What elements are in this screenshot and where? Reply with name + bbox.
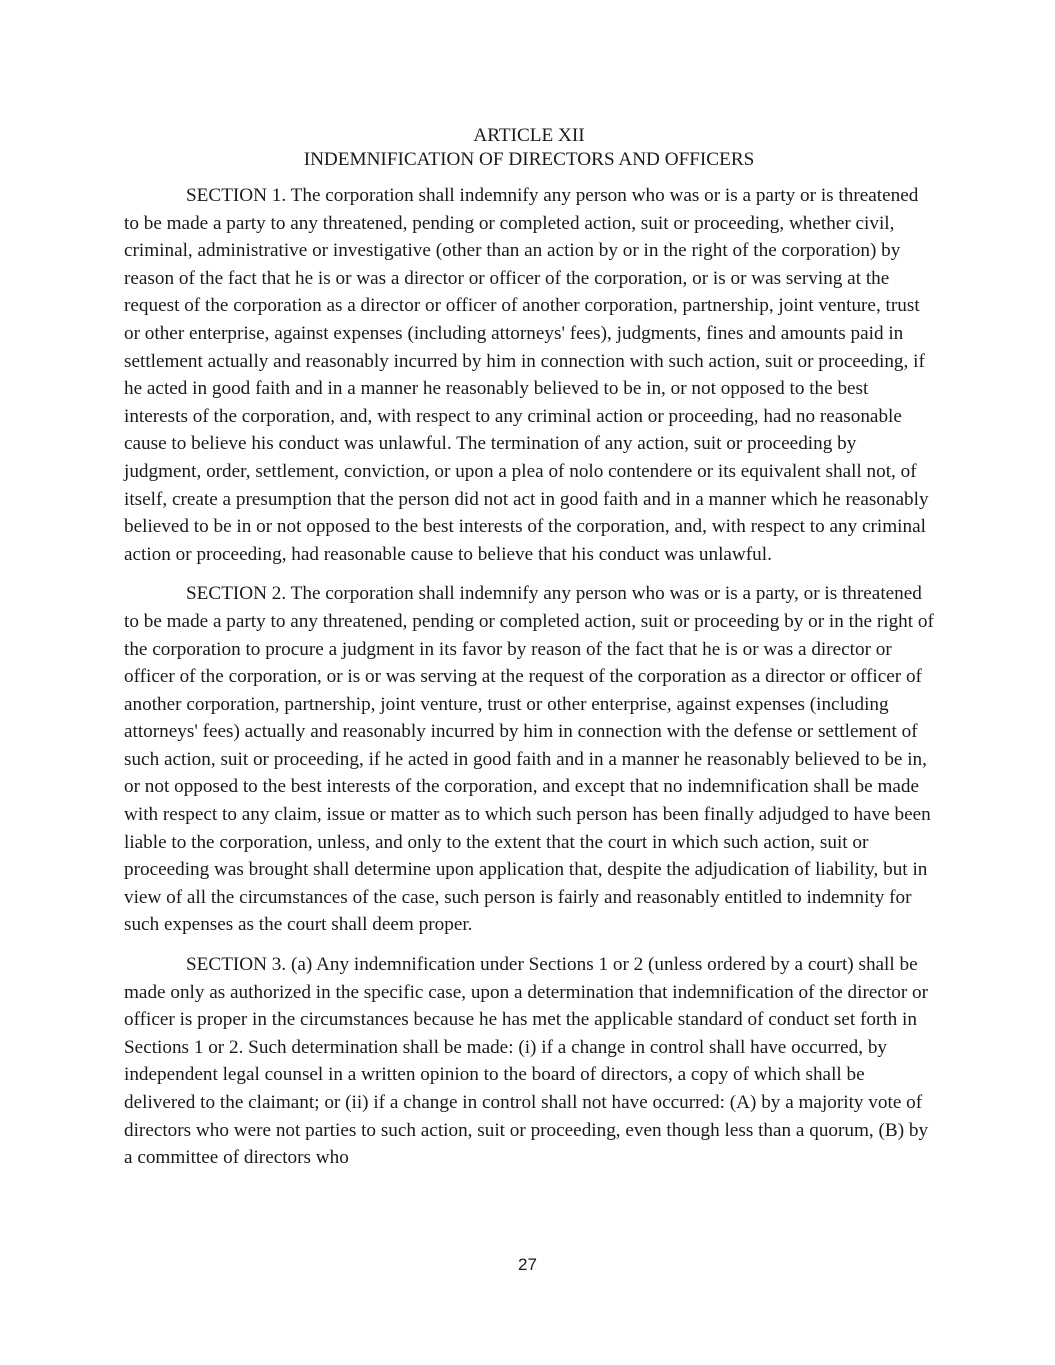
article-title: INDEMNIFICATION OF DIRECTORS AND OFFICERS (303, 149, 755, 170)
page-number: 27 (518, 1255, 537, 1274)
section-2-paragraph: SECTION 2. The corporation shall indemnify any person who was or is a party, or is threatened to be made a party to any threatened, pending or completed action, suit or proceeding by or in the right of the corporation to procure a judgment in its favor by reason of the fact that he is or was a director or officer of the corporation, or is or was serving at the request of the corporation as a director or officer of another corporation, partnership, joint venture, trust or other enterprise, against expenses (including attorneys' fees) actually and reasonably incurred by him in connection with the defense or settlement of such action, suit or proceeding, if he acted in good faith and in a manner he reasonably believed to be in, or not opposed to the best interests of the corporation, and except that no indemnification shall be made with respect to any claim, issue or matter as to which such person has been finally adjudged to have been liable to the corporation, unless, and only to the extent that the court in which such action, suit or proceeding was brought shall determine upon application that, despite the adjudication of liability, but in view of all the circumstances of the case, such person is fairly and reasonably entitled to indemnity for such expenses as the court shall deem proper. (124, 583, 934, 936)
document-page (124, 124, 934, 1172)
article-number: ARTICLE XII (473, 125, 585, 146)
section-3-paragraph: SECTION 3. (a) Any indemnification under Sections 1 or 2 (unless ordered by a court) shall be made only as authorized in the specific case, upon a determination that indemnification of the director or officer is proper in the circumstances because he has met the applicable standard of conduct set forth in Sections 1 or 2. Such determination shall be made: (i) if a change in control shall have occurred, by independent legal counsel in a written opinion to the board of directors, a copy of which shall be delivered to the claimant; or (ii) if a change in control shall not have occurred: (A) by a majority vote of directors who were not parties to such action, suit or proceeding, even though less than a quorum, (B) by a committee of directors who (124, 954, 929, 1169)
section-1-paragraph: SECTION 1. The corporation shall indemnify any person who was or is a party or is threatened to be made a party to any threatened, pending or completed action, suit or proceeding, whether civil, criminal, administrative or investigative (other than an action by or in the right of the corporation) by reason of the fact that he is or was a director or officer of the corporation, or is or was serving at the request of the corporation as a director or officer of another corporation, partnership, joint venture, trust or other enterprise, against expenses (including attorneys' fees), judgments, fines and amounts paid in settlement actually and reasonably incurred by him in connection with such action, suit or proceeding, if he acted in good faith and in a manner he reasonably believed to be in, or not opposed to the best interests of the corporation, and, with respect to any criminal action or proceeding, had no reasonable cause to believe his conduct was unlawful. The termination of any action, suit or proceeding by judgment, order, settlement, conviction, or upon a plea of nolo contendere or its equivalent shall not, of itself, create a presumption that the person did not act in good faith and in a manner which he reasonably believed to be in or not opposed to the best interests of the corporation, and, with respect to any criminal action or proceeding, had reasonable cause to believe that his conduct was unlawful. (124, 185, 929, 565)
